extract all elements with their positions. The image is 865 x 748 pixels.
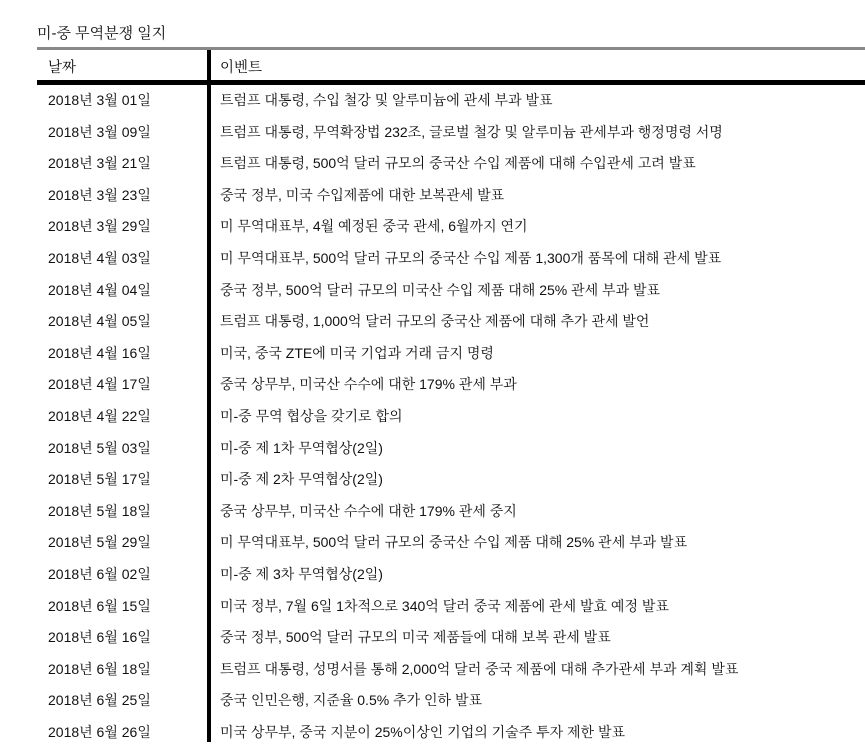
table-row bbox=[37, 211, 865, 243]
row-date: 2018년 3월 09일 bbox=[48, 123, 151, 140]
table-row bbox=[37, 717, 865, 748]
row-date: 2018년 3월 23일 bbox=[48, 186, 151, 203]
table-row bbox=[37, 496, 865, 528]
table-row bbox=[37, 559, 865, 591]
row-event: 미 무역대표부, 500억 달러 규모의 중국산 수입 제품 1,300개 품목에 대해 관세 발표 bbox=[220, 249, 722, 266]
row-date: 2018년 6월 16일 bbox=[48, 629, 151, 646]
row-event: 미-중 제 3차 무역협상(2일) bbox=[220, 565, 383, 582]
row-event: 중국 정부, 500억 달러 규모의 미국산 수입 제품 대해 25% 관세 부과 발표 bbox=[220, 281, 661, 298]
table-row bbox=[37, 275, 865, 307]
table-row bbox=[37, 591, 865, 623]
table-row bbox=[37, 148, 865, 180]
header-date: 날짜 bbox=[48, 60, 77, 76]
row-event: 중국 상무부, 미국산 수수에 대한 179% 관세 부과 bbox=[220, 376, 517, 393]
row-date: 2018년 3월 29일 bbox=[48, 218, 151, 235]
table-row bbox=[37, 685, 865, 717]
table-row bbox=[37, 306, 865, 338]
header-event: 이벤트 bbox=[220, 60, 263, 76]
table-row bbox=[37, 527, 865, 559]
table-row bbox=[37, 401, 865, 433]
table-row bbox=[37, 180, 865, 212]
row-event: 미 무역대표부, 4월 예정된 중국 관세, 6월까지 연기 bbox=[220, 218, 528, 235]
row-event: 트럼프 대통령, 500억 달러 규모의 중국산 수입 제품에 대해 수입관세 고려 발표 bbox=[220, 155, 696, 172]
document-title: 미-중 무역분쟁 일지 bbox=[37, 25, 167, 42]
row-date: 2018년 6월 02일 bbox=[48, 565, 151, 582]
row-event: 중국 정부, 500억 달러 규모의 미국 제품들에 대해 보복 관세 발표 bbox=[220, 629, 611, 646]
row-event: 트럼프 대통령, 수입 철강 및 알루미늄에 관세 부과 발표 bbox=[220, 92, 553, 108]
row-event: 트럼프 대통령, 성명서를 통해 2,000억 달러 중국 제품에 대해 추가관세 부과 계획 발표 bbox=[220, 660, 739, 677]
row-date: 2018년 4월 16일 bbox=[48, 344, 151, 361]
row-date: 2018년 4월 04일 bbox=[48, 281, 151, 298]
row-date: 2018년 3월 01일 bbox=[48, 92, 151, 108]
row-event: 미-중 제 1차 무역협상(2일) bbox=[220, 439, 383, 456]
row-event: 미국 상무부, 중국 지분이 25%이상인 기업의 기술주 투자 제한 발표 bbox=[220, 723, 626, 740]
row-event: 미-중 제 2차 무역협상(2일) bbox=[220, 471, 383, 488]
table-row bbox=[37, 464, 865, 496]
row-date: 2018년 5월 29일 bbox=[48, 534, 151, 551]
row-event: 미-중 무역 협상을 갖기로 합의 bbox=[220, 407, 403, 424]
row-date: 2018년 5월 18일 bbox=[48, 502, 151, 519]
row-event: 미 무역대표부, 500억 달러 규모의 중국산 수입 제품 대해 25% 관세 부과 발표 bbox=[220, 534, 688, 551]
row-event: 트럼프 대통령, 무역확장법 232조, 글로벌 철강 및 알루미늄 관세부과 행정명령 서명 bbox=[220, 123, 723, 140]
row-event: 미국 정부, 7월 6일 1차적으로 340억 달러 중국 제품에 관세 발효 예정 발표 bbox=[220, 597, 669, 614]
table-row bbox=[37, 654, 865, 686]
table-row bbox=[37, 85, 865, 117]
row-event: 트럼프 대통령, 1,000억 달러 규모의 중국산 제품에 대해 추가 관세 발언 bbox=[220, 313, 650, 330]
table-row bbox=[37, 622, 865, 654]
row-date: 2018년 4월 03일 bbox=[48, 249, 151, 266]
table-header bbox=[37, 50, 865, 80]
row-date: 2018년 5월 03일 bbox=[48, 439, 151, 456]
row-date: 2018년 6월 25일 bbox=[48, 692, 151, 709]
table-row bbox=[37, 338, 865, 370]
row-date: 2018년 3월 21일 bbox=[48, 155, 151, 172]
table-row bbox=[37, 369, 865, 401]
table-body bbox=[37, 85, 865, 748]
table-row bbox=[37, 117, 865, 149]
row-event: 중국 정부, 미국 수입제품에 대한 보복관세 발표 bbox=[220, 186, 505, 203]
row-event: 중국 인민은행, 지준율 0.5% 추가 인하 발표 bbox=[220, 692, 482, 709]
row-date: 2018년 4월 17일 bbox=[48, 376, 151, 393]
row-date: 2018년 6월 15일 bbox=[48, 597, 151, 614]
row-date: 2018년 6월 26일 bbox=[48, 723, 151, 740]
row-date: 2018년 6월 18일 bbox=[48, 660, 151, 677]
row-date: 2018년 4월 05일 bbox=[48, 313, 151, 330]
row-date: 2018년 4월 22일 bbox=[48, 407, 151, 424]
table-row bbox=[37, 433, 865, 465]
row-event: 미국, 중국 ZTE에 미국 기업과 거래 금지 명령 bbox=[220, 344, 494, 361]
row-date: 2018년 5월 17일 bbox=[48, 471, 151, 488]
table-row bbox=[37, 243, 865, 275]
row-event: 중국 상무부, 미국산 수수에 대한 179% 관세 중지 bbox=[220, 502, 517, 519]
